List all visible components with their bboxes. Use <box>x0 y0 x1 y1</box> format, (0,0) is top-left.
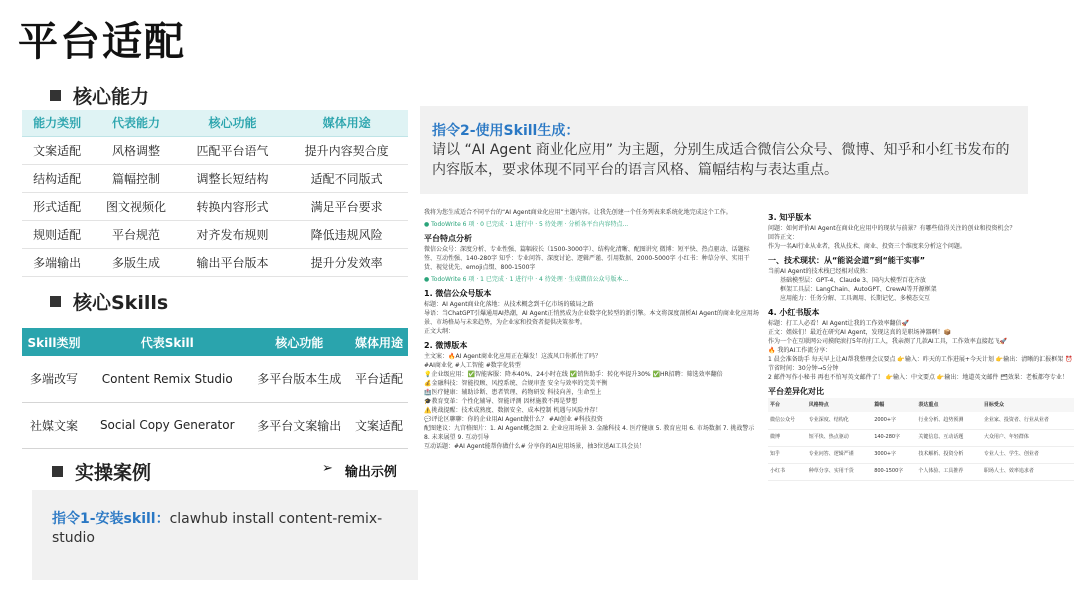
table-cell: 规则适配 <box>22 220 92 248</box>
table-cell: 多平台文案输出 <box>249 402 350 448</box>
doc-line: 作为一个在互联网公司摸爬滚打5年的打工人，我亲测了几款AI工具，工作效率直接起飞🚀 <box>768 338 1008 345</box>
table-row <box>768 429 1074 446</box>
doc-line: 🎓教育变革：个性化辅导、智能评测 因材施教不再是梦想 <box>424 398 578 405</box>
doc-paragraph: 回答正文： <box>768 234 799 241</box>
table-cell: 3000+字 <box>872 446 916 463</box>
table-cell: 种草分享、实用干货 <box>807 463 872 480</box>
table-header-cell: 代表Skill <box>86 328 249 356</box>
doc-line: 🏥医疗健康：辅助诊断、患者管理、药物研发 科技向善，生命至上 <box>424 389 602 396</box>
table-header-row <box>22 328 408 356</box>
table-cell: 专业人士、学生、创业者 <box>982 446 1074 463</box>
table-cell: 形式适配 <box>22 192 92 220</box>
todo-status: ● TodoWrite 6 项 · 0 已完成 · 1 进行中 · 5 待处理 · 分析各平台内容特点... <box>424 221 629 228</box>
doc-line: #AI商业化 #人工智能 #数字化转型 <box>424 362 521 369</box>
table-cell: 风格调整 <box>92 136 180 164</box>
core-ability-heading-text: 核心能力 <box>73 86 150 108</box>
table-cell: 多版生成 <box>92 248 180 276</box>
doc-intro: 我将为您生成适合不同平台的“AI Agent商业化应用”主题内容。让我先创建一个任务列表来系统化地完成这个工作。 <box>424 209 732 216</box>
doc-paragraph: 导语：当ChatGPT引爆通用AI热潮，AI Agent正悄然成为企业数字化转型的新引擎。本文将深度剖析AI Agent的商业化应用场景、市场格局与未来趋势，为企业家和投资者提供决策参考。 <box>424 310 759 326</box>
table-cell: 专业深度、结构化 <box>807 412 872 429</box>
list-item: 框架工具层：LangChain、AutoGPT、CrewAI等开源框架 <box>780 286 937 293</box>
core-skills-table <box>22 328 408 449</box>
table-row <box>22 356 408 402</box>
table-cell: 篇幅控制 <box>92 164 180 192</box>
doc-line: 配图建议：九宫格图片：1. AI Agent概念图 2. 企业应用场景 3. 金融科技 4. 医疗健康 5. 教育应用 6. 市场数据 7. 挑战警示 8. 未来展望 9. 互动引导 <box>424 425 755 441</box>
table-header-cell: 风格特点 <box>807 398 872 412</box>
table-header-cell: Skill类别 <box>22 328 86 356</box>
doc-line: 1 晨会准备助手 每天早上让AI帮我整理会议要点 👉输入：昨天的工作进展+今天计划 👉输出：清晰的汇报框架 ⏰节省时间：30分钟→5分钟 <box>768 356 1073 372</box>
table-header-cell: 核心功能 <box>249 328 350 356</box>
table-cell: 图文视频化 <box>92 192 180 220</box>
table-cell: 短平快、热点驱动 <box>807 429 872 446</box>
table-cell: Social Copy Generator <box>86 402 249 448</box>
doc-line: 💰金融科技：智能投顾、风控系统、合规审查 安全与效率的完美平衡 <box>424 380 608 387</box>
table-cell: 多端改写 <box>22 356 86 402</box>
table-cell: 社媒文案 <box>22 402 86 448</box>
table-cell: 平台规范 <box>92 220 180 248</box>
core-skills-heading <box>50 288 168 315</box>
table-header-row <box>768 398 1074 412</box>
table-cell: 提升内容契合度 <box>285 136 408 164</box>
doc-line: 🔥 我的AI工作流分享： <box>768 347 832 354</box>
doc-line: 主文案：🔥AI Agent商业化应用正在爆发！这波风口你抓住了吗？ <box>424 353 602 360</box>
table-cell: 多端输出 <box>22 248 92 276</box>
table-cell: 2000+字 <box>872 412 916 429</box>
table-cell: 适配不同版式 <box>285 164 408 192</box>
arrow-icon: ➢ <box>322 461 333 476</box>
table-row <box>768 463 1074 480</box>
doc-paragraph: 问题：如何评价AI Agent在商业化应用中的现状与前景？有哪些值得关注的创业和投资机会？ <box>768 225 1016 232</box>
doc-line: 标题：打工人必看！AI Agent让我的工作效率翻倍🚀 <box>768 320 910 327</box>
table-header-cell: 代表能力 <box>92 110 180 136</box>
table-cell: 企业家、投资者、行业从业者 <box>982 412 1074 429</box>
table-cell: 调整长短结构 <box>180 164 285 192</box>
case-heading-text: 实操案例 <box>75 462 152 484</box>
doc-line: 💬评论区聊聊：你的企业用AI Agent做什么？ #AI创业 #科技投资 <box>424 416 603 423</box>
table-cell: 文案适配 <box>22 136 92 164</box>
todo-status: ● TodoWrite 6 项 · 1 已完成 · 1 进行中 · 4 待处理 · 生成微信公众号版本... <box>424 276 629 283</box>
doc-line: 互动话题：#AI Agent能帮你做什么# 分享你的AI应用场景，抽3位送AI工具会员！ <box>424 443 646 450</box>
table-cell: 文案适配 <box>350 402 408 448</box>
table-header-cell: 表达重点 <box>916 398 981 412</box>
table-cell: 技术解析、投资分析 <box>916 446 981 463</box>
table-cell: 满足平台要求 <box>285 192 408 220</box>
table-cell: 140-280字 <box>872 429 916 446</box>
doc-line: 正文：姐妹们！最近在研究AI Agent，发现这真的是职场神器啊！📦 <box>768 329 952 336</box>
table-header-cell: 平台 <box>768 398 807 412</box>
doc-heading: 4. 小红书版本 <box>768 308 820 317</box>
table-cell: 匹配平台语气 <box>180 136 285 164</box>
table-cell: 提升分发效率 <box>285 248 408 276</box>
doc-paragraph: 标题：AI Agent商业化落地：从技术概念到千亿市场的破局之路 <box>424 301 594 308</box>
instruction-2-body: 请以 “AI Agent 商业化应用” 为主题，分别生成适合微信公众号、微博、知乎和小红书发布的内容版本，要求体现不同平台的语言风格、篇幅结构与表达重点。 <box>432 142 1010 178</box>
core-ability-heading <box>50 82 149 109</box>
table-header-row <box>22 110 408 136</box>
table-cell: 职场人士、效率追求者 <box>982 463 1074 480</box>
doc-heading: 1. 微信公众号版本 <box>424 289 492 298</box>
case-heading <box>52 458 151 485</box>
doc-line: 2 邮件写作小秘书 再也不怕写英文邮件了！ 👉输入：中文要点 👉输出：地道英文邮件 🗂效果：老板都夸专业！ <box>768 374 1068 381</box>
core-skills-heading-text: 核心Skills <box>73 292 169 314</box>
table-row <box>768 412 1074 429</box>
square-bullet-icon <box>50 90 61 101</box>
square-bullet-icon <box>52 466 63 477</box>
table-header-cell: 目标受众 <box>982 398 1074 412</box>
table-cell: 800-1500字 <box>872 463 916 480</box>
table-header-cell: 核心功能 <box>180 110 285 136</box>
instruction-1-command: clawhub install content-remix-studio <box>52 511 383 546</box>
table-row <box>22 164 408 192</box>
table-cell: 多平台版本生成 <box>249 356 350 402</box>
doc-paragraph: 作为一名AI行业从业者，我从技术、商业、投资三个维度来分析这个问题。 <box>768 243 966 250</box>
core-ability-table <box>22 110 408 277</box>
list-item: 应用能力：任务分解、工具调用、长期记忆、多模态交互 <box>780 295 931 302</box>
table-header-cell: 篇幅 <box>872 398 916 412</box>
instruction-2-label: 指令2-使用Skill生成： <box>432 123 580 139</box>
output-doc-left <box>424 208 760 574</box>
doc-line: 💡企业级应用：✅智能客服：降本40%、24小时在线 ✅销售助手：转化率提升30% ✅HR招聘：筛选效率翻倍 <box>424 371 723 378</box>
table-cell: 微信公众号 <box>768 412 807 429</box>
table-cell: 专业问答、逻辑严谨 <box>807 446 872 463</box>
table-cell: 转换内容形式 <box>180 192 285 220</box>
table-cell: 输出平台版本 <box>180 248 285 276</box>
table-cell: 大众用户、年轻群体 <box>982 429 1074 446</box>
page-title: 平台适配 <box>18 19 186 65</box>
table-header-cell: 媒体用途 <box>350 328 408 356</box>
table-cell: 知乎 <box>768 446 807 463</box>
table-cell: 降低违规风险 <box>285 220 408 248</box>
doc-paragraph: 当前AI Agent的技术栈已经相对成熟： <box>768 268 872 275</box>
doc-paragraph: 正文大纲： <box>424 328 455 335</box>
square-bullet-icon <box>50 296 61 307</box>
doc-heading: 平台差异化对比 <box>768 387 824 396</box>
table-row <box>22 248 408 276</box>
table-row <box>22 192 408 220</box>
platform-diff-table <box>768 398 1074 481</box>
table-cell: 平台适配 <box>350 356 408 402</box>
table-row <box>768 446 1074 463</box>
doc-heading: 2. 微博版本 <box>424 341 468 350</box>
table-cell: 微博 <box>768 429 807 446</box>
table-cell: 小红书 <box>768 463 807 480</box>
output-example-label <box>322 461 397 480</box>
output-example-text: 输出示例 <box>344 465 397 480</box>
table-row <box>22 220 408 248</box>
output-doc-right <box>768 208 1074 592</box>
doc-heading: 3. 知乎版本 <box>768 213 812 222</box>
table-cell: 对齐发布规则 <box>180 220 285 248</box>
doc-line: ⚠️挑战提醒：技术成熟度、数据安全、成本控制 机遇与风险并存！ <box>424 407 602 414</box>
table-cell: 关键信息、互动话题 <box>916 429 981 446</box>
table-cell: Content Remix Studio <box>86 356 249 402</box>
table-cell: 结构适配 <box>22 164 92 192</box>
table-row <box>22 136 408 164</box>
table-cell: 行业分析、趋势预测 <box>916 412 981 429</box>
table-cell: 个人体验、工具推荐 <box>916 463 981 480</box>
table-row <box>22 402 408 448</box>
list-item: 基础模型层：GPT-4、Claude 3、国内大模型百花齐放 <box>780 277 926 284</box>
instruction-1-label: 指令1-安装skill： <box>52 511 170 527</box>
doc-paragraph: 微信公众号：深度分析、专业性强、篇幅较长（1500-3000字）、结构化清晰、配图讲究 微博：短平快、热点驱动、话题标签、互动性强、140-280字 知乎：专业问答、深度讨论、逻辑严谨、引用数据、2000-5000字 小红书：种草分享、实用干货、视觉优先、emoji点缀、800-1500字 <box>424 246 750 271</box>
doc-heading: 一、技术现状：从“能说会道”到“能干实事” <box>768 256 926 265</box>
instruction-1-box <box>32 490 418 580</box>
table-header-cell: 能力类别 <box>22 110 92 136</box>
doc-heading: 平台特点分析 <box>424 234 472 243</box>
instruction-2-box <box>420 106 1028 194</box>
table-header-cell: 媒体用途 <box>285 110 408 136</box>
